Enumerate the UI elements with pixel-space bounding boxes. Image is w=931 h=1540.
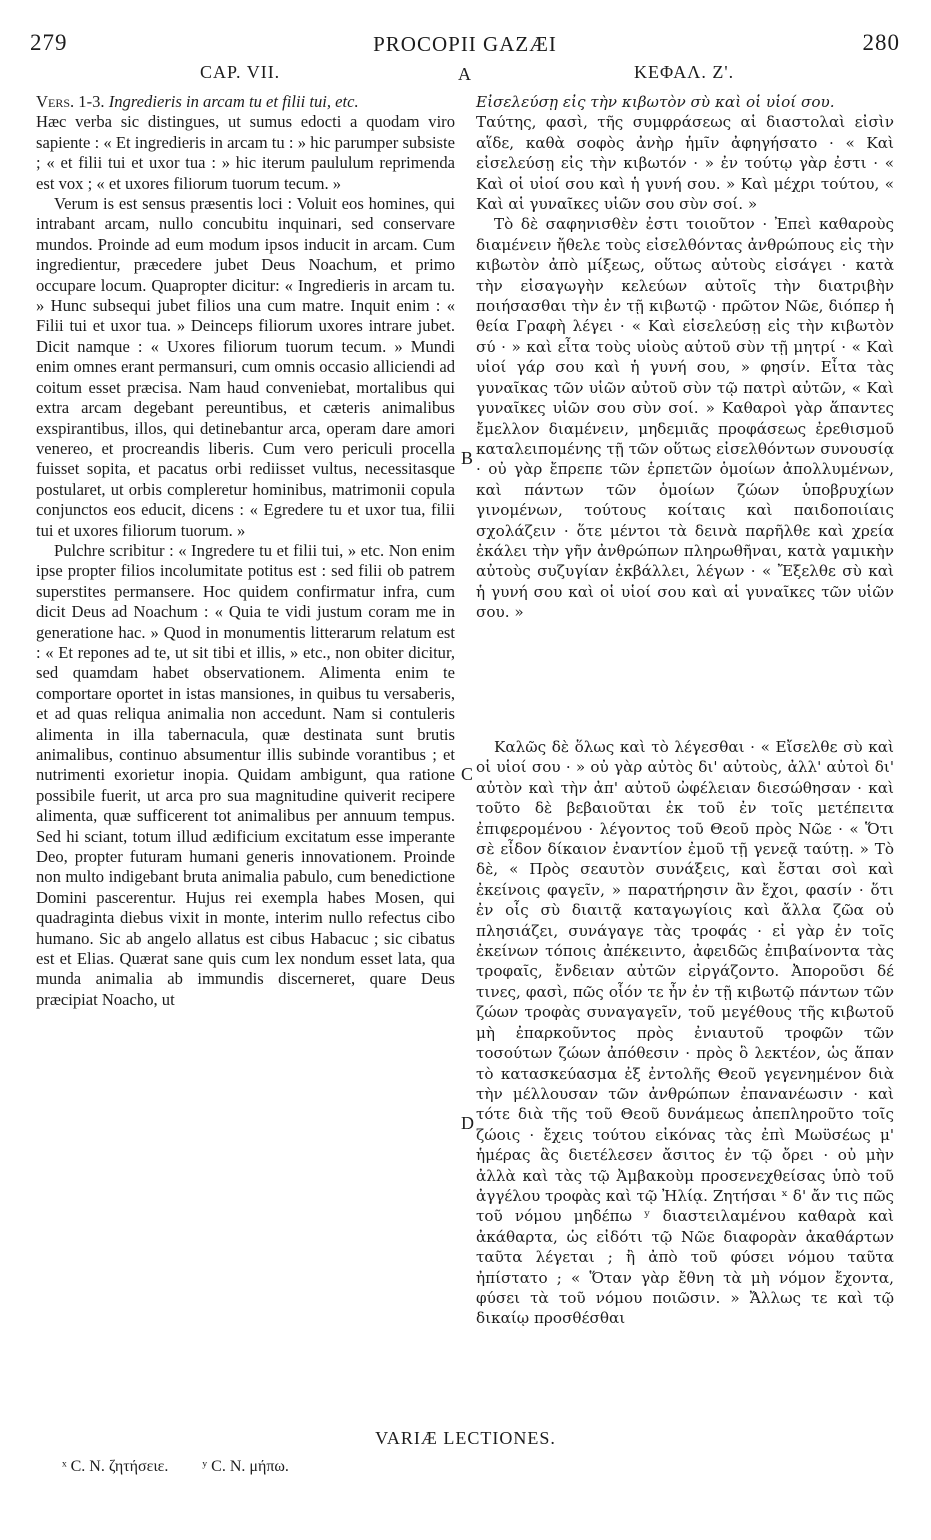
chapter-heading-greek: ΚΕΦΑΛ. Ζ'. [634,62,735,82]
page-number-left: 279 [30,30,68,55]
running-header [30,30,900,58]
latin-paragraph: Verum is est sensus præsentis loci : Voluit eos homines, qui intrabant arcam, nullo concubitu inquinari, sed conservare mundos. Proinde ad eum modum ipsos inducit in arcam. Cum ingredientur, præcedere jubet Deus Noachum, et primo occupare locum. Quapropter dicitur: « Ingredieris in arcam tu. » Hunc subsequi jubet filios una cum matre. Inquit enim : « Filii tui et uxor tua. » Deinceps filiorum uxores intrare jubet. Dicit namque : « Uxores filiorum tuorum tecum. » Mundi enim omnes erant permansuri, cum omnis occasio alliciendi ad coitum esset præcisa. Nam haud conveniebat, mortalibus qui extra arcam degebant pereuntibus, et cæteris animalibus exspirantibus, illos, qui detinebantur arca, operam dare amori venereo, et procreandis liberis. Cum vero periculi procella fuisset sopita, et pacatus orbi rediisset vultus, necessitasque postularet, ut orbis compleretur hominibus, matrimonii copula conjunctos eos educit, dicens : « Egredere tu et uxor tua, filii tui et uxores filiorum tuorum. » [36,194,455,540]
variae-lectiones-title: VARIÆ LECTIONES. [375,1428,556,1448]
greek-column [476,92,894,623]
latin-verse-line [36,92,455,112]
variant-note: ˣ C. N. ζητήσειε. [62,1458,169,1475]
greek-paragraph: Τὸ δὲ σαφηνισθὲν ἐστι τοιοῦτον · Ἐπεὶ καθαροὺς διαμένειν ἤθελε τοὺς εἰσελθόντας ἀνθρώπους εἰς τὴν κιβωτὸν ἀπὸ μίξεως, οὕτως αὐτοὺς εἰσάγει · κατὰ τὴν εἰσαγωγὴν κελεύων αὐτοῖς τὴν διατριβὴν ποιήσασθαι τὴν ἐν τῇ κιβωτῷ · πρῶτον Νῶε, διόπερ ἡ θεία Γραφὴ λέγει · « Καὶ εἰσελεύσῃ εἰς τὴν κιβωτὸν σύ · » καὶ εἶτα τοὺς υἱοὺς αὐτοῦ σὺν τῇ μητρί · « Καὶ υἱοί γάρ σου καὶ ἡ γυνή σου, » φησίν. Εἶτα τὰς γυναῖκας τῶν υἱῶν αὐτοῦ σὺν τῷ πατρὶ αὐτῶν, « Καὶ γυναῖκες υἱῶν σου σὺν σοί. » Καθαροὶ γὰρ ἅπαντες ἔμελλον διαμένειν, μηδεμιᾶς προφάσεως ἐρεθισμοῦ καταλειπομένης τῇ τῶν οὕτως εἰσελθόντων συνουσίᾳ · οὐ γὰρ ἔπρεπε τῶν ἑρπετῶν ὁμοίων ἀπολλυμένων, καὶ πάντων τῶν ὁμοίων ζώων ὑποβρυχίων γινομένων, τούτους κοίταις καὶ παιδοποιίαις σχολάζειν · ὅτε μέντοι τὰ δεινὰ παρῆλθε καὶ χρεία ἐκάλει τὴν γῆν ἀνθρώπων πληρωθῆναι, κατὰ γαμικὴν αὐτοὺς συζυγίαν ἐκβάλλει, λέγων · « Ἔξελθε σὺ καὶ ἡ γυνή σου καὶ οἱ υἱοί σου καὶ αἱ γυναῖκες τῶν υἱῶν σου. » [476,215,894,622]
greek-incipit: Εἰσελεύσῃ εἰς τὴν κιβωτὸν σὺ καὶ οἱ υἱοί σου. [476,93,835,111]
latin-paragraph: Hæc verba sic distingues, ut sumus edocti a quodam viro sapiente : « Et ingredieris in arcam tu : » hic parumper subsiste ; « et filii tui et uxor tua : » hic iterum paululum reprimenda est vox ; « et uxores filiorum tuorum tecum. » [36,112,455,193]
margin-letter-d: D [461,1113,474,1133]
running-title: PROCOPII GAZÆI [373,32,557,56]
greek-paragraph: Ταύτης, φασὶ, τῆς συμφράσεως αἱ διαστολαὶ εἰσὶν αἵδε, καθὰ σοφὸς ἀνὴρ ἡμῖν ἀφηγήσατο · « Καὶ εἰσελεύσῃ εἰς τὴν κιβωτόν · » ἐν τούτῳ γὰρ ἐστι · « Καὶ οἱ υἱοί σου καὶ ἡ γυνή σου. » Καὶ μέχρι τούτου, « Καὶ αἱ γυναῖκες υἱῶν σου σὺν σοί. » [476,113,894,214]
variant-note: ʸ C. N. μήπω. [202,1458,289,1475]
page-number-right: 280 [862,30,900,55]
variae-lectiones-notes [62,1458,319,1476]
greek-column-lower [476,737,894,1329]
verse-incipit: Ingredieris in arcam tu et filii tui, etc. [108,92,359,111]
latin-paragraph: Pulchre scribitur : « Ingredere tu et filii tui, » etc. Non enim ipse propter filios incolumitate potitus est : sed filii ob patrem superstites permansere. Hoc quidem confirmatur infra, cum dicit Deus ad Noachum : « Quia te vidi justum coram me in generatione hac. » Quod in monumentis litterarum relatum est : « Et repones ad te, ut sit tibi et illis, » etc., non obiter dicitur, sed quamdam habet observationem. Alimenta enim te comportare oportet in istas mansiones, in quibus tu versaberis, et ad quas reliqua animalia non accedunt. Nam si contuleris alimenta in illa tabernacula, quæ destinata sunt brutis animalibus, continuo absumentur illis subinde vorantibus ; et nutrimenti exorietur inopia. Quidam ambigunt, qua ratione possibile fuerit, ut arca pro sua magnitudine quiverit recipere alimenta, quæ sufficerent tot animalibus per annuum tempus. Sed hi sciant, totum illud ædificium excitatum esse imperante Deo, propter futuram humani generis innovationem. Proinde non multo indigebant bruta animalia pabulo, cum benedictione Domini pascerentur. Hujus rei exempla habes Mosen, qui quadraginta diebus vixit in monte, interim nullo refectus cibo humano. Sic ab angelo allatus est cibus Habacuc ; sic cibatus est et Elias. Quærat sane quis cum lex nondum esset lata, qua munda animalia ab immundis discerneret, quare Deus præcipiat Noacho, ut [36,540,455,1009]
chapter-heading-latin: CAP. VII. [200,62,281,82]
greek-paragraph: Καλῶς δὲ ὅλως καὶ τὸ λέγεσθαι · « Εἴσελθε σὺ καὶ οἱ υἱοί σου · » οὐ γὰρ αὐτὸς δι' αὐτοὺς, ἀλλ' αὐτοὶ δι' αὐτὸν καὶ τὴν ἀπ' αὐτοῦ ὠφέλειαν διεσώθησαν · καὶ τοῦτο δὲ βεβαιοῦται ἐκ τοῦ ἐν τοῖς μετέπειτα ἐπιφερομένου · λέγοντος τοῦ Θεοῦ πρὸς Νῶε · « Ὅτι σὲ εἶδον δίκαιον ἐναντίον ἐμοῦ τῇ γενεᾷ ταύτῃ. » Τὸ δὲ, « Πρὸς σεαυτὸν συνάξεις, καὶ ἔσται σοὶ καὶ ἐκείνοις φαγεῖν, » παρατήρησιν ἂν ἔχοι, φασίν · ὅτι ἐν οἷς σὺ διαιτᾷ καταγωγίοις καὶ ἄλλα ζῶα οὐ πλησιάζει, συνάγαγε τὰς τροφάς · εἰ γὰρ ἐν τοῖς ἐκείνων τόποις ἀπέκειντο, ἀφειδῶς ἐπιβαίνοντα τὰς τροφαῖς, ἔνδειαν αὐτῶν εἰργάζοντο. Ἀποροῦσι δέ τινες, φασὶ, πῶς οἷόν τε ἦν ἐν τῇ κιβωτῷ πάντων τῶν ζώων τροφὰς συναγαγεῖν, τοῦ μεγέθους τῆς κιβωτοῦ μὴ ἐπαρκοῦντος πρὸς ἐνιαυτοῦ τροφῶν τῶν τοσούτων ζώων ἀπόθεσιν · πρὸς ὃ λεκτέον, ὡς ἅπαν τὸ κατασκεύασμα ἐξ ἐντολῆς Θεοῦ γεγενημένον διὰ τὴν μέλλουσαν τῶν ἀνθρώπων ἐπανανέωσιν · καὶ τότε διὰ τῆς τοῦ Θεοῦ δυνάμεως ἀπεπληροῦτο τοῖς ζώοις · ἔχεις τούτου εἰκόνας τὰς ἐπὶ Μωϋσέως μ' ἡμέρας ἃς διετέλεσεν ἄσιτος ἐν τῷ ὄρει · οὐ μὴν ἀλλὰ καὶ τὰς τῷ Ἀμβακοὺμ προσενεχθείσας ὑπὸ τοῦ ἀγγέλου τροφὰς καὶ τῷ Ἠλίᾳ. Ζητήσαι ˣ δ' ἄν τις πῶς τοῦ νόμου μηδέπω ʸ διαστειλαμένου καθαρὰ καὶ ἀκάθαρτα, ὡς εἰδότι τῷ Νῶε διαφορὰν ἀκαθάρτων ταῦτα λέγεται ; ἢ ἀπὸ τοῦ φύσει νόμου ταῦτα ἠπίστατο ; « Ὅταν γὰρ ἔθνη τὰ μὴ νόμον ἔχοντα, φύσει τὰ τοῦ νόμου ποιῶσιν. » Ἄλλως τε καὶ τῷ δικαίῳ προσθέσθαι [476,738,894,1328]
margin-letter-c: C [461,764,474,784]
margin-letter-b: B [461,448,474,468]
verse-label: Vers. 1-3. [36,92,105,111]
margin-letter-a: A [458,64,471,84]
latin-column [36,92,455,1010]
